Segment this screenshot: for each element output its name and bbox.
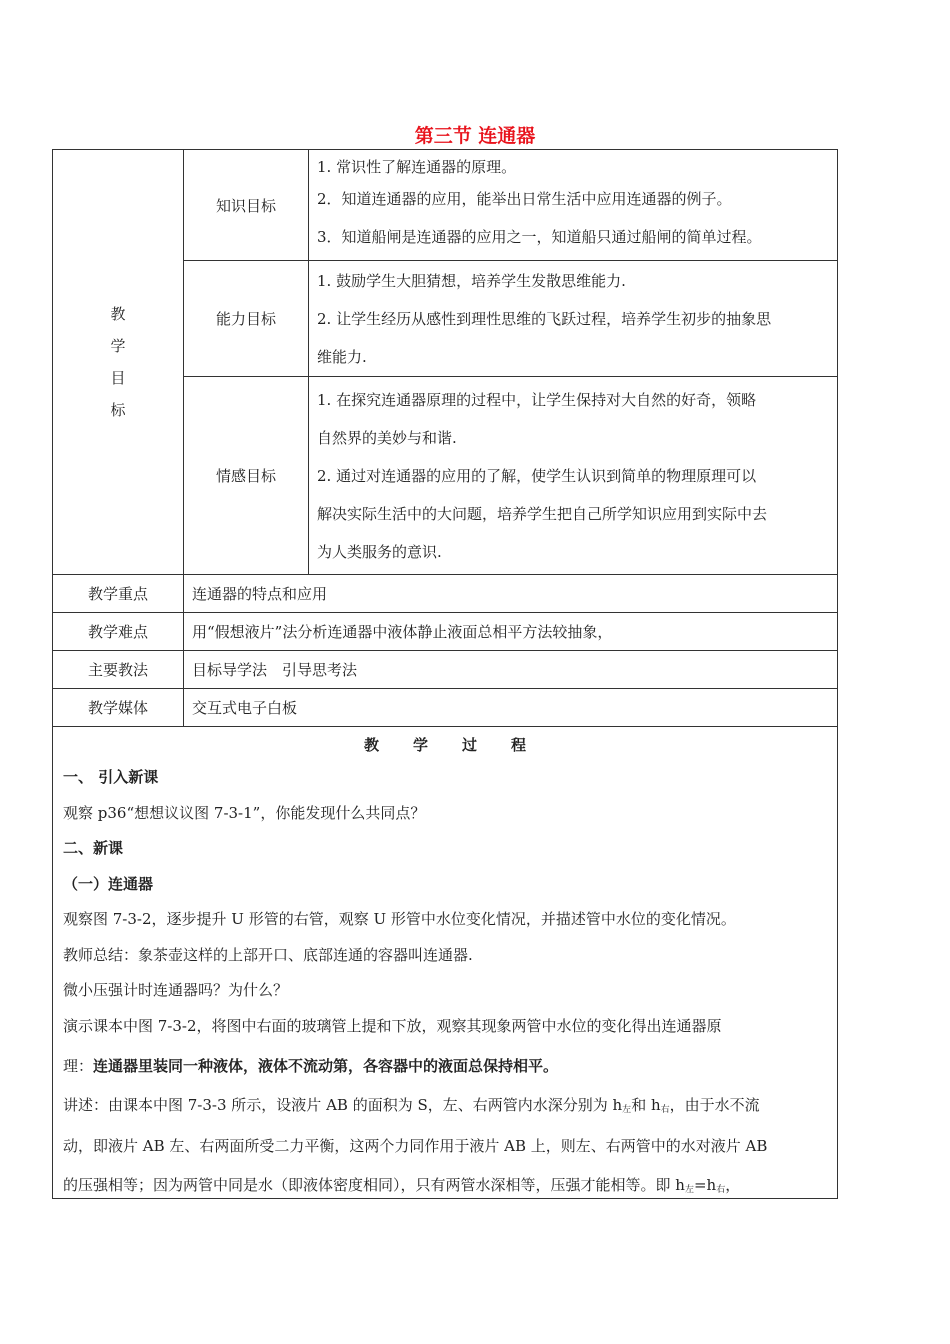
paragraph	[63, 1175, 827, 1200]
objective-content	[309, 377, 838, 575]
objective-line: 1. 在探究连通器原理的过程中，让学生保持对大自然的好奇，领略	[317, 390, 757, 409]
text-segment: 的压强相等；因为两管中同是水（即液体密度相同），只有两管水深相等，压强才能相等。即 h	[63, 1176, 685, 1194]
lesson-plan-table	[52, 149, 838, 727]
row-value: 连通器的特点和应用	[184, 575, 838, 613]
text-segment: 和 h	[631, 1096, 661, 1114]
objective-line: 3．知道船闸是连通器的应用之一，知道船只通过船闸的简单过程。	[317, 228, 762, 246]
paragraph: 观察图 7-3-2，逐步提升 U 形管的右管，观察 U 形管中水位变化情况，并描述管中水位的变化情况。	[63, 910, 736, 928]
paragraph: 演示课本中图 7-3-2，将图中右面的玻璃管上提和下放，观察其现象两管中水位的变化得出连通器原	[63, 1017, 722, 1035]
objectives-label-cell	[53, 150, 184, 575]
section-heading: （一）连通器	[63, 875, 154, 893]
subscript: 右	[660, 1105, 670, 1115]
text-segment: ，由于水不流	[669, 1096, 760, 1114]
objective-line: 自然界的美妙与和谐.	[317, 428, 457, 447]
objective-line: 2. 通过对连通器的应用的了解，使学生认识到简单的物理原理可以	[317, 466, 757, 485]
row-label: 教学媒体	[53, 689, 184, 727]
section-heading: 二、新课	[63, 839, 124, 857]
row-label: 主要教法	[53, 651, 184, 689]
paragraph	[63, 1095, 827, 1120]
paragraph: 观察 p36“想想议议图 7-3-1”，你能发现什么共同点？	[63, 804, 426, 822]
text-segment: 讲述：由课本中图 7-3-3 所示，设液片 AB 的面积为 S，左、右两管内水深分别为 h	[63, 1096, 623, 1114]
teaching-process-section	[52, 727, 838, 1199]
objective-line: 解决实际生活中的大问题，培养学生把自己所学知识应用到实际中去	[317, 504, 768, 523]
paragraph	[63, 1056, 827, 1076]
row-label: 教学重点	[53, 575, 184, 613]
text-segment: =h	[693, 1176, 717, 1194]
row-value: 目标导学法 引导思考法	[184, 651, 838, 689]
objective-line: 为人类服务的意识.	[317, 542, 442, 561]
objectives-label: 教 学 目 标	[110, 305, 126, 419]
objective-name: 能力目标	[184, 261, 309, 377]
objective-line: 维能力.	[317, 347, 367, 366]
row-label: 教学难点	[53, 613, 184, 651]
paragraph: 微小压强计时连通器吗？为什么？	[63, 981, 289, 999]
text-segment: ，	[725, 1176, 741, 1194]
objective-line: 1. 常识性了解连通器的原理。	[317, 158, 517, 176]
objective-line: 2．知道连通器的应用，能举出日常生活中应用连通器的例子。	[317, 190, 732, 208]
subscript: 左	[622, 1105, 632, 1115]
paragraph: 动，即液片 AB 左、右两面所受二力平衡，这两个力同作用于液片 AB 上，则左、右两管中的水对液片 AB	[63, 1137, 768, 1155]
page-title: 第三节 连通器	[414, 125, 536, 147]
subscript: 左	[684, 1185, 694, 1195]
objective-line: 1. 鼓励学生大胆猜想，培养学生发散思维能力.	[317, 271, 626, 290]
row-value: 用“假想液片”法分析连通器中液体静止液面总相平方法较抽象，	[184, 613, 838, 651]
principle-statement: 连通器里装同一种液体，液体不流动第，各容器中的液面总保持相平。	[93, 1057, 559, 1075]
objective-name: 知识目标	[184, 150, 309, 261]
objective-line: 2. 让学生经历从感性到理性思维的飞跃过程，培养学生初步的抽象思	[317, 309, 772, 328]
row-value: 交互式电子白板	[184, 689, 838, 727]
objective-content	[309, 261, 838, 377]
paragraph: 教师总结：象茶壶这样的上部开口、底部连通的容器叫连通器.	[63, 946, 473, 964]
objective-content	[309, 150, 838, 261]
section-heading: 一、 引入新课	[63, 768, 159, 786]
objective-name: 情感目标	[184, 377, 309, 575]
subscript: 右	[716, 1185, 726, 1195]
process-title: 教学过程	[363, 736, 560, 754]
paragraph-prefix: 理：	[63, 1057, 94, 1075]
